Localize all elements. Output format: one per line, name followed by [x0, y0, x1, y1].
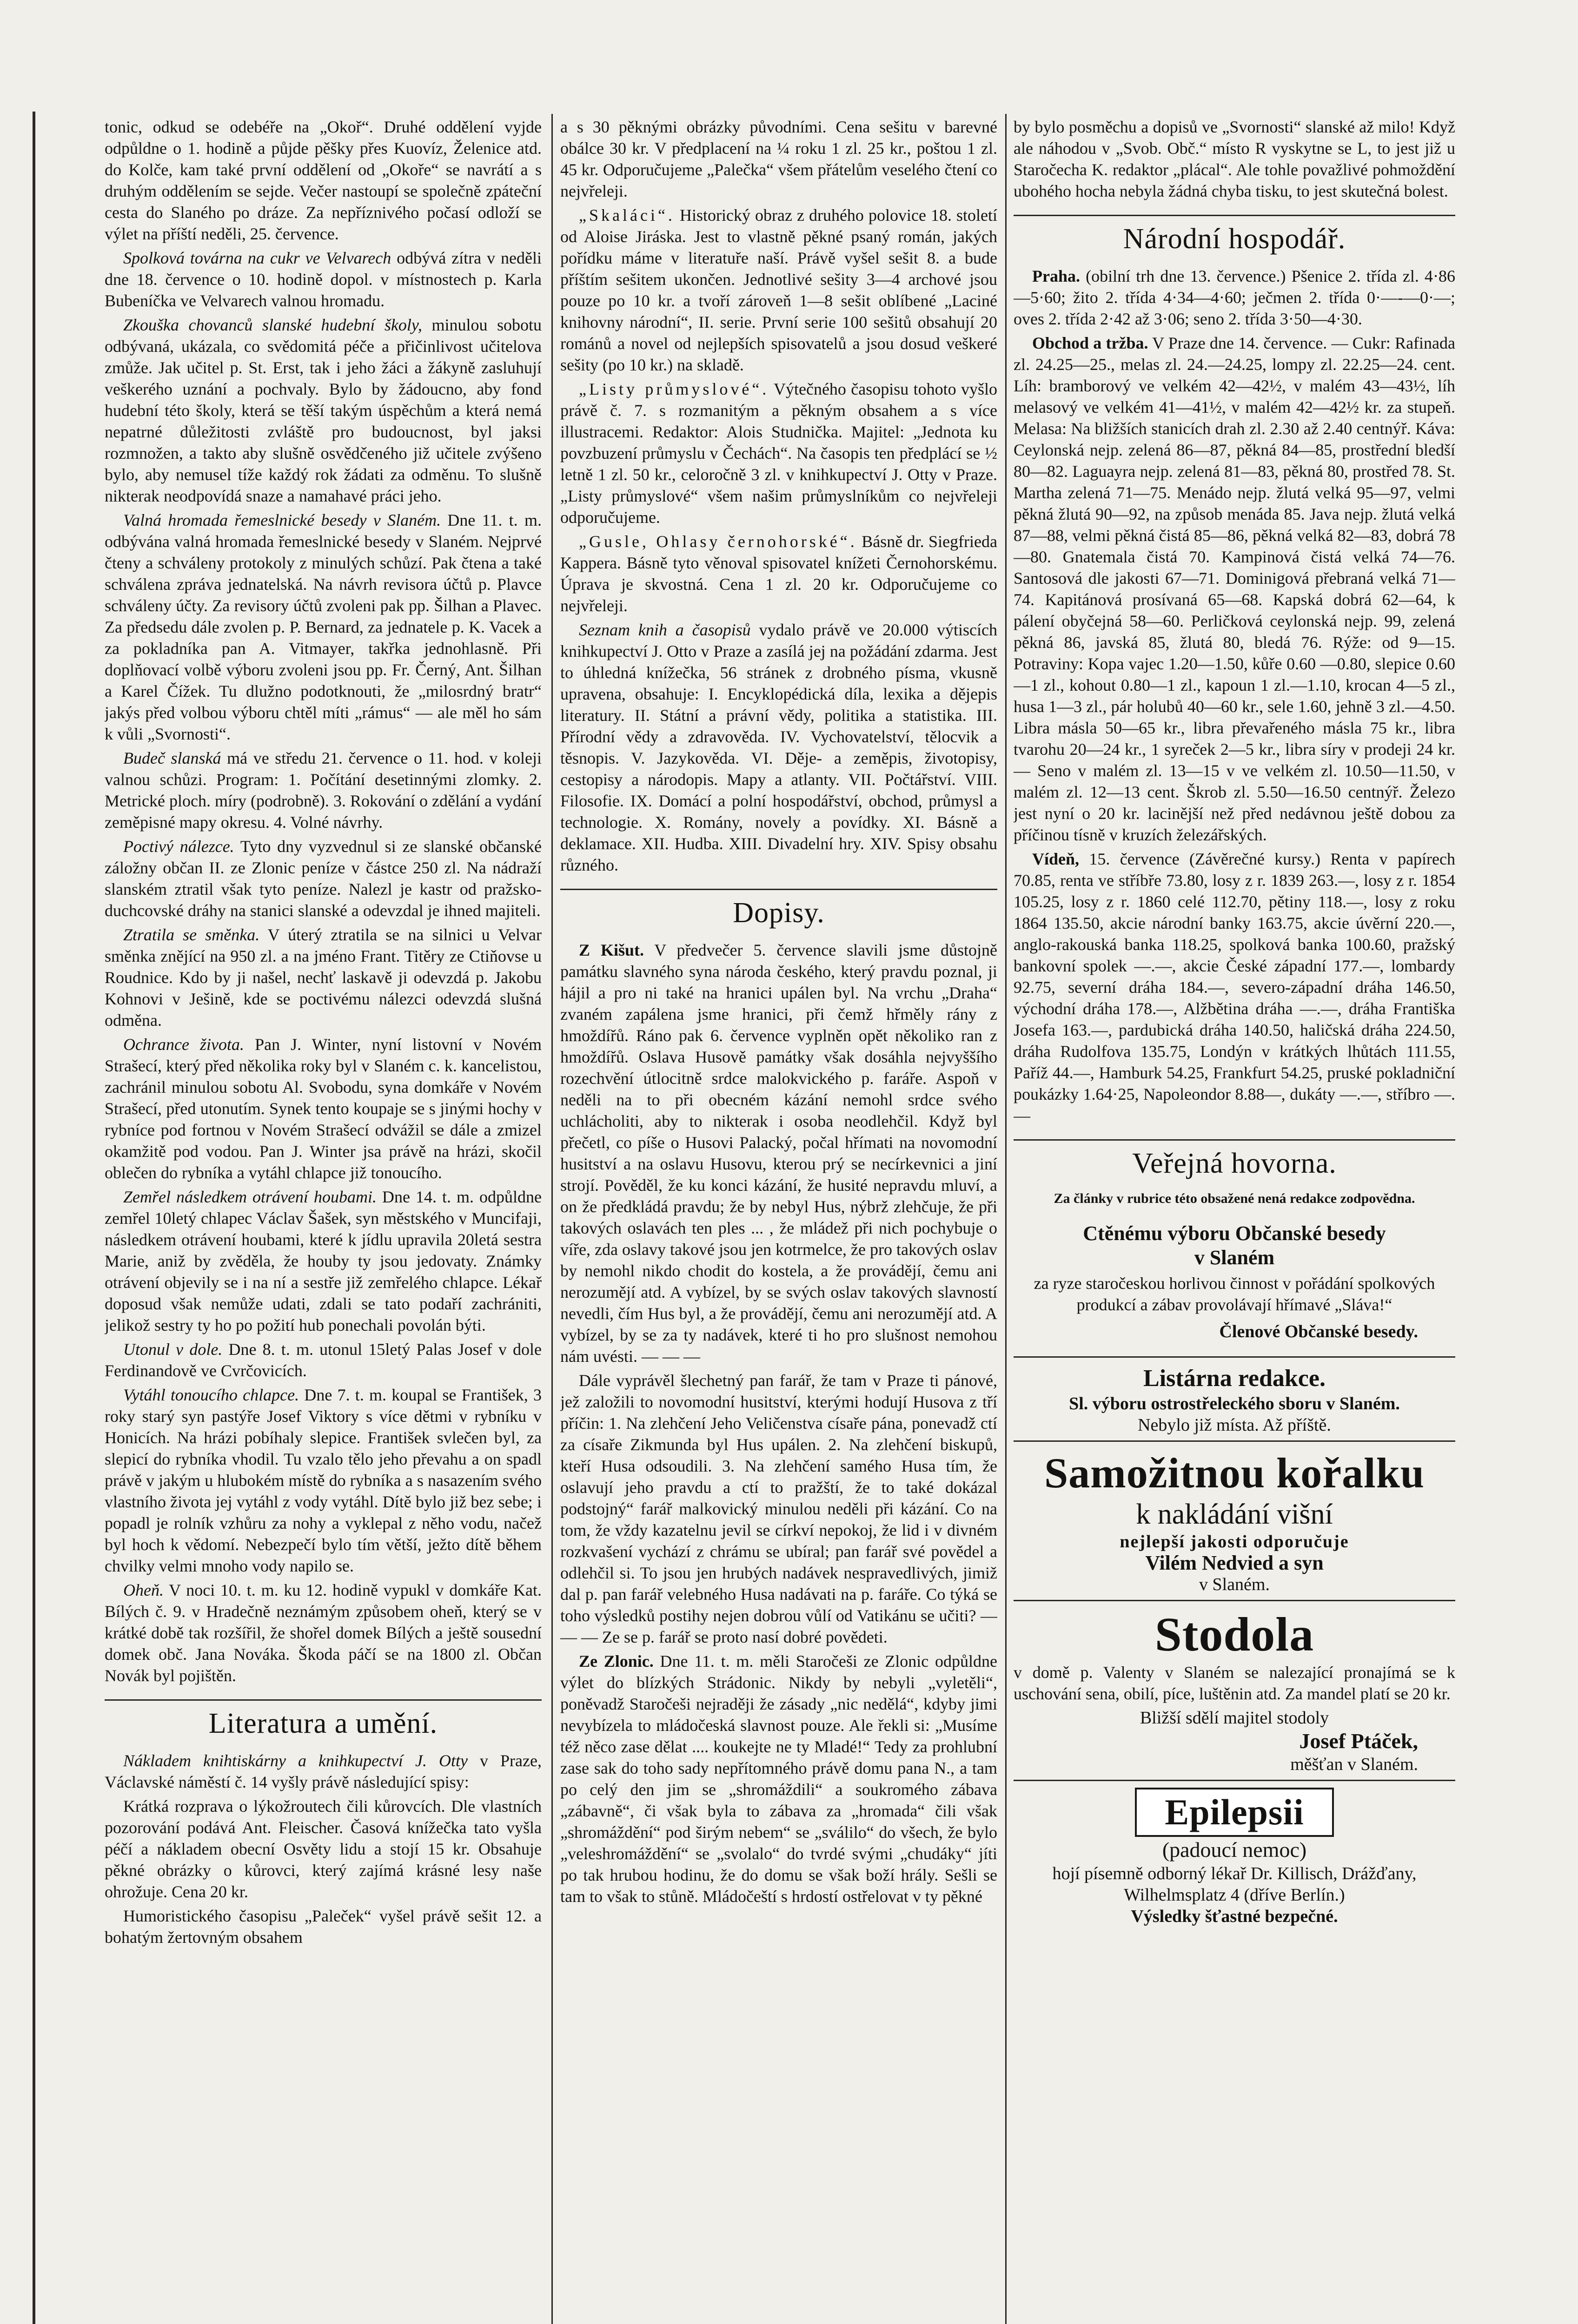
- public-forum-title-1: Ctěnému výboru Občanské besedy: [1083, 1222, 1386, 1245]
- skalaci-text: Historický obraz z druhého polovice 18. století od Aloise Jiráska. Jest to vlastně pěkné psaný román, jakých pořídku máme v literatuře naší. Právě vyšel sešit 8. a bude příštím sešitem ukončen. Jednotlivé sešity 3—4 archové jsou pouze po 10 kr. a tvoří zároveň 1—8 sešit oblíbené „Laciné knihovny národní“, II. serie. První serie 100 sešitů obsahují 20 románů a novel od nejlepších spisovatelů a jsou dosud veškeré sešity (po 10 kr.) na skladě.: [560, 206, 997, 374]
- paragraph-gusle: [560, 531, 997, 616]
- advert-epilepsy-sub: (padoucí nemoc): [1162, 1838, 1307, 1862]
- paragraph-prague-grain: [1014, 265, 1455, 330]
- paragraph-letter-priest: Dále vyprávěl šlechetný pan farář, že tam v Praze ti pánové, jež založili to novomodní husitství, kterými hodují Husova z tří příčin: 1. Na zlehčení Jeho Veličenstva císaře pána, ponevadž ctí za císaře Zikmunda byl Hus upálen. 2. Na zlehčení biskupů, kteří Husa odsoudili. 3. Na zlehčení samého Husa tím, že oslavují jeho pravdu a ctí to pražští, že to také dokázal podstojný“ farář malkovický minulou neděli při kázání. Co na tom, že vždy kazatelnu jevil se církví nepokoj, že lid i v divném rozkvašení vychází z chrámu se ubíral; pan farář své povědel a odlehčil si. To jsou jen hrubých nadávek nespravedlivých, jimiž dal p. pan farář velebného Husa nadávati na p. faráře. Co týká se toho výsledků postihy nejen dobrou vůlí od Vatikánu se učiti? — — — Ze se p. farář se proto nasí dobré povědeti.: [560, 1371, 997, 1646]
- trade-title: Obchod a tržba.: [1032, 334, 1148, 352]
- letters-heading: Dopisy.: [560, 889, 997, 929]
- advert-epilepsy-result: Výsledky šťastné bezpečné.: [1131, 1907, 1338, 1926]
- paragraph-palecek: Humoristického časopisu „Paleček“ vyšel právě sešit 12. a bohatým žertovným obsahem: [105, 1907, 542, 1947]
- paragraph-bark-beetle: Krátká rozprava o lýkožroutech čili kůrovcích. Dle vlastních pozorování podává Ant. Fleischer. Časová knížečka tato vyšla péčí a nákladem obecní Osvěty lidu a stojí 15 kr. Obsahuje pěkné obrázky o kůrovci, který zajímá krásné lesy naše ohrožuje. Cena 20 kr.: [105, 1797, 542, 1901]
- paragraph-trade: [1014, 332, 1455, 845]
- trade-text: V Praze dne 14. července. — Cukr: Rafinada zl. 24.25—25., melas zl. 24.—24.25, lompy zl. 22.25—24. cent. Líh: bramborový ve velkém 42—42½, v malém 43—43½, líh melasový ve velkém 41—41½, v malém 42—42½ kr. za stupeň. Melasa: Na bližších stanicích drah zl. 2.30 až 2.40 centnýř. Káva: Ceylonská nejp. zelená 86—87, pěkná 84—85, prostřední bledší 80—82. Laguayra nejp. zelená 81—83, pěkná 80, prostřed 78. St. Martha zelená 71—75. Menádo nejp. žlutá velká 95—97, velmi pěkná žlutá 90—92, na způsob menáda 85. Java nejp. žlutá velká 87—88, velmi pěkná čistá 85—86, pěkná velká 82—83, dobrá 78—80. Gnatemala čistá 70. Kampinová čistá velká 74—76. Santosová dle jakosti 67—71. Dominigová přebraná velká 71—74. Kapitánová prosívaná 65—68. Kapská dobrá 62—64, k pálení obyčejná 58—60. Perličková ceylonská nejp. 99, zelená pěkná 86, javská 85, žlutá 80, bledá 76. Rýže: od 9—15. Potraviny: Kopa vajec 1.20—1.50, kůře 0.60 —0.80, slepice 0.60—1 zl., kohout 0.80—1 zl., kapoun 1 zl.—1.10, krocan 4—5 zl., husa 1—3 zl., pár holubů 40—60 kr., sele 1.60, jehně 3 zl.—4.50. Libra másla 50—65 kr., libra převařeného másla 75 kr., libra tvarohu 20—24 kr., 1 syreček 2—5 kr., libra síry v prodeji 24 kr. — Seno v malém zl. 13—15 v ve velkém zl. 10.50—11.50, v malém zl. 12—13 cent. Škrob zl. 5.50—16.50 centnýř. Železo jest nyní o 20 kr. lacinější než před nedávnou ještě dobou za příčinou tísně v kruzích železářských.: [1014, 334, 1455, 844]
- advert-liquor-quality: nejlepší jakosti odporučuje: [1120, 1532, 1349, 1552]
- mushroom-poisoning-title: Zemřel následkem otrávení houbami.: [123, 1188, 377, 1206]
- craft-assembly-text: Dne 11. t. m. odbývána valná hromada řemeslnické besedy v Slaném. Nejprvé čteny a schváleny protokoly z minulých schůzí. Pak čtena a také schválena zpráva jednatelská. Na návrh revisora účtů p. Plavce schváleny účty. Za revisory účtů zvoleni pak pp. Šilhan a Plavec. Za předsedu dále zvolen p. P. Bernard, za jednatele p. K. Vacek a za pokladníka pan A. Vitmayer, takřka jednohlasně. Při doplňovací volbě výboru zvoleni jsou pp. Fr. Černý, Ant. Šilhan a Karel Čížek. Tu dlužno podotknouti, že „milosrdný bratr“ jakýs před volbou výboru chtěl míti „rámus“ — ale měl ho sám k vůli „Svornosti“.: [105, 511, 542, 743]
- advert-epilepsy: [1014, 1780, 1455, 1932]
- sugar-factory-title: Spolková továrna na cukr ve Velvarech: [123, 249, 391, 267]
- advert-liquor-city: v Slaném.: [1199, 1575, 1270, 1594]
- vienna-stocks-title: Vídeň,: [1032, 850, 1080, 868]
- paragraph-vienna-stocks: [1014, 848, 1455, 1126]
- advert-epilepsy-headline-box: [1135, 1788, 1333, 1837]
- paragraph-budec: [105, 747, 542, 833]
- public-forum-note: Za články v rubrice této obsažené nená redakce zodpovědna.: [1054, 1191, 1415, 1206]
- public-forum-title-2: v Slaném: [1194, 1246, 1275, 1269]
- paragraph-otto-publisher: [105, 1750, 542, 1793]
- advert-liquor-headline: Samožitnou kořalku: [1044, 1449, 1425, 1497]
- letter-kisut-title: Z Kišut.: [579, 941, 644, 959]
- life-saver-title: Ochrance života.: [123, 1035, 245, 1054]
- public-forum-body: za ryze staročeskou horlivou činnost v pořádání spolkových produkcí a zábav provolávají hřímavé „Sláva!“: [1034, 1274, 1435, 1314]
- music-school-title: Zkouška chovanců slanské hudební školy,: [123, 316, 422, 334]
- fire-title: Oheň.: [123, 1581, 164, 1599]
- lost-bill-text: V úterý ztratila se na silnici u Velvar směnka znějící na 950 zl. a na jméno Frant. Titěry ze Ctiňovse u Roudnice. Kdo by ji našel, nechť laskavě ji odevzdá p. Jakobu Kohnovi v Ješině, kde se poctivému nálezci odevzdá slušná odměna.: [105, 925, 542, 1030]
- paragraph-fire: [105, 1579, 542, 1686]
- paragraph-music-school: [105, 314, 542, 507]
- paragraph-trip-continued: tonic, odkud se odebéře na „Okoř“. Druhé oddělení vyjde odpůldne o 1. hodině a půjde pěšky přes Kuovíz, Želenice atd. do Kolče, kam také první oddělení od „Okoře“ se navrátí a s druhým oddělením se sejde. Večer nastoupí se společně zpáteční cesta do Slaného po dráze. Za nepříznivého počasí odloží se výlet na příští neděli, 25. července.: [105, 118, 542, 243]
- paragraph-rescued-boy: [105, 1384, 542, 1577]
- advert-epilepsy-headline: Epilepsii: [1165, 1792, 1304, 1832]
- page-edge-shadow: [33, 112, 35, 2324]
- budec-title: Budeč slanská: [123, 749, 221, 767]
- editor-mailbox: [1014, 1356, 1455, 1440]
- paragraph-letter-zlonice: [560, 1651, 997, 1907]
- advert-liquor-seller: Vilém Nedvied a syn: [1145, 1552, 1324, 1574]
- rescued-boy-title: Vytáhl tonoucího chlapce.: [123, 1386, 299, 1404]
- column-2: [560, 116, 997, 2324]
- economy-heading: Národní hospodář.: [1014, 215, 1455, 255]
- vienna-stocks-text: 15. července (Závěrečné kursy.) Renta v papírech 70.85, renta ve stříbře 73.80, losy z r. 1839 263.—, losy z r. 1854 105.25, losy z r. 1860 celé 112.70, pětiny 118.—, losy z roku 1864 135.50, akcie národní banky 163.75, akcie úvěrní 220.—, anglo-rakouská banka 118.25, spolková banka 100.60, pražský bankovní spolek —.—, akcie České západní 177.—, lombardy 92.75, severní dráha 184.—, severo-západní dráha 146.50, východní dráha 178.—, Alžbětina dráha —.—, dráha Františka Josefa 163.—, pardubická dráha 140.50, haličská dráha 224.50, dráha Rudolfova 135.75, Londýn v krátkých lhůtách 111.55, Paříž 44.—, Hamburk 54.25, Frankfurt 54.25, pruské pokladniční poukázky 1.64·25, Napoleondor 8.88—, dukáty —.—, stříbro —.—: [1014, 850, 1455, 1125]
- advert-barn-owner: Josef Ptáček,: [1299, 1729, 1418, 1753]
- column-3: [1014, 116, 1455, 2324]
- paragraph-palecek-continued: a s 30 pěknými obrázky původními. Cena sešitu v barevné obálce 30 kr. V předplacení na ¼ roku 1 zl. 25 kr., poštou 1 zl. 45 kr. Odporučujeme „Palečka“ všem přátelům veselého čtení co nejvřeleji.: [560, 118, 997, 200]
- paragraph-craft-assembly: [105, 509, 542, 745]
- letter-zlonice-title: Ze Zlonic.: [579, 1652, 654, 1670]
- drowned-mine-title: Utonul v dole.: [123, 1340, 223, 1359]
- literature-heading: Literatura a umění.: [105, 1699, 542, 1740]
- rescued-boy-text: Dne 7. t. m. koupal se František, 3 roky starý syn pastýře Josef Viktory s více dětmi v rybníku v Honicích. Na hrázi pobíhaly slepice. František svlečen byl, za slepicí do rybníka vhodil. Tu vzalo tělo jeho převahu a on spadl právě v jakým u hlubokém místě do rybníka a s nasazením svého vlastního života jej vytáhl z vody vytáhl. Dítě bylo již bez sebe; i popadl je rolník vzhůru za nohy a vyklepal z něho vodu, načež byl hoch k vědomí. Nebezpečí bylo tím větší, ježto dítě během chvilky velmi mnoho vody napilo se.: [105, 1386, 542, 1575]
- public-forum-signature: Členové Občanské besedy.: [1219, 1322, 1418, 1341]
- letter-zlonice-text: Dne 11. t. m. měli Staročeši ze Zlonic odpůldne výlet do blízkých Strádonic. Nikdy by nebyli „vyletěli“, poněvadž Staročeši nejraději že zásady „nic nedělá“, kdyby jimi nevybízela to mládočeská slavnost pouze. Ale řekli si: „Musíme též něco zase dělat .... koukejte ne ty Mladé!“ Tedy za prohlubní zase sak do toho sady nepřítomného právě domu pana N., a tam po celý den jim se „shromáždili“ a soukromého zábava „zábavně“, či však byla to zábava za „hromada“ čili však „shromáždění“ pod širým nebem“ se „sválilo“ do všech, že bylo „veleshromáždění“ se „svolalo“ do tvrdé svými „chudáky“ jíti po tak hrubou hodinu, že do domu se však boží hrály. Sešli se tam to však to stůně. Mládočeští s hrdostí ostřelovat v ty pěkné: [560, 1652, 997, 1906]
- fire-text: V noci 10. t. m. ku 12. hodině vypukl v domkáře Kat. Bílých č. 9. v Hradečně neznámým způsobem oheň, který se v krátké době tak rozšířil, že shořel domek Bílých a ještě sousední domek obč. Jana Nováka. Škoda páčí se na 1800 zl. Občan Novák byl pojištěn.: [105, 1581, 542, 1685]
- otto-publisher-text: v Praze, Václavské náměstí č. 14 vyšly právě následující spisy:: [105, 1751, 542, 1791]
- prague-grain-text: (obilní trh dne 13. července.) Pšenice 2. třída zl. 4·86—5·60; žito 2. třída 4·34—4·60; ječmen 2. třída 0·—-—0·—; oves 2. třída 2·42 až 3·06; seno 2. třída 3·50—4·30.: [1014, 267, 1455, 328]
- budec-text: má ve středu 21. července o 11. hod. v koleji valnou schůzi. Program: 1. Počítání desetinnými zlomky. 2. Metrické ploch. míry (podrobně). 3. Rokování o zdělání a vydání zeměpisné mapy okresu. 4. Volné návrhy.: [105, 749, 542, 832]
- paragraph-mushroom-poisoning: [105, 1186, 542, 1336]
- paragraph-honest-finder: [105, 836, 542, 921]
- life-saver-text: Pan J. Winter, nyní listovní v Novém Strašecí, který před několika roky byl v Slaném c. k. kancelistou, zachránil minulou sobotu Al. Svobodu, syna domkáře v Novém Strašecí, před utonutím. Synek tento koupaje se s jinými hochy v rybníce pod fortnou v Novém Strašecí odvážil se dále a zmizel okamžitě pod vodou. Pan J. Winter jsa právě na hrázi, skočil oblečen do rybníka a vytáhl chlapce již tonoucího.: [105, 1035, 542, 1182]
- column-rule-1: [551, 114, 553, 2324]
- honest-finder-title: Poctivý nálezce.: [123, 837, 234, 856]
- public-forum-heading: Veřejná hovorna.: [1014, 1139, 1455, 1180]
- advert-barn-body: v domě p. Valenty v Slaném se nalezající pronajímá se k uschování sena, obilí, píce, luštěnin atd. Za mandel platí se 20 kr.: [1014, 1663, 1455, 1703]
- paragraph-letter-continued: by bylo posměchu a dopisů ve „Svornosti“ slanské až milo! Když ale náhodou v „Svob. Obč.“ místo R vyskytne se L, to jest již u Staročecha K. redaktor „plácal“. Ale tohle považlivé pohmoždění ubohého hocha nebyla žádná chyba tisku, to jest skutečná bolest.: [1014, 118, 1455, 200]
- advert-barn-headline: Stodola: [1154, 1608, 1314, 1661]
- editor-mailbox-line-1: Sl. výboru ostrostřeleckého sboru v Slaném.: [1069, 1394, 1400, 1413]
- gusle-text: Básně dr. Siegfrieda Kappera. Básně tyto věnoval spisovatel knížeti Černohorskému. Úprava je skvostná. Cena 1 zl. 20 kr. Odporučujeme co nejvřeleji.: [560, 532, 997, 615]
- editor-mailbox-heading: Listárna redakce.: [1143, 1365, 1326, 1392]
- editor-mailbox-line-2: Nebylo již místa. Až příště.: [1138, 1415, 1331, 1435]
- sugar-factory-text: odbývá zítra v neděli dne 18. července o 10. hodině dopol. v místnostech p. Karla Bubeníčka ve Velvarech valnou hromadu.: [105, 249, 542, 310]
- music-school-text: minulou sobotu odbývaná, ukázala, co svědomitá péče a přičinlivost učitelova zmůže. Jak učitel p. St. Erst, tak i jeho žáci a žákyně zasluhují veškerého uznání a pochvaly. Bylo by žádoucno, aby fond hudební této školy, která se těší takým úspěchům a která nemá nepatrné důležitosti zvláště pro budoucnost, byl jaksi rozmnožen, a takto aby slušně osvědčeného již učitele zvýšeno bylo, aby nemusel tíže každý rok žádati za odměnu. To slušně nikterak neodpovídá snaze a namahavé práci jeho.: [105, 316, 542, 505]
- advert-barn-owner-role: měšťan v Slaném.: [1290, 1755, 1418, 1774]
- gusle-title: „Gusle, Ohlasy černohorské“.: [579, 532, 857, 551]
- advert-liquor: [1014, 1440, 1455, 1600]
- paragraph-life-saver: [105, 1034, 542, 1183]
- otto-publisher-title: Nákladem knihtiskárny a knihkupectví J. Otty: [123, 1751, 468, 1770]
- listy-prumyslove-text: Výtečného časopisu tohoto vyšlo právě č. 7. s rozmanitým a pěkným obsahem a s více illustracemi. Redaktor: Alois Studnička. Majitel: „Jednota ku povzbuzení průmyslu v Čechách“. Na časopis ten předplácí se ½ letně 1 zl. 50 kr., celoročně 3 zl. v knihkupectví J. Otty v Praze. „Listy průmyslové“ všem našim průmyslníkům co nejvřeleji odporučujeme.: [560, 380, 997, 527]
- advert-barn-more: Bližší sdělí majitel stodoly: [1140, 1708, 1329, 1728]
- listy-prumyslove-title: „Listy průmyslové“.: [579, 380, 769, 398]
- column-rule-2: [1005, 114, 1007, 2324]
- column-1: [105, 116, 542, 2324]
- letter-kisut-text: V předvečer 5. července slavili jsme důstojně památku slavného syna národa českého, který pravdu poznal, ji hájil a pro ni také na hranici upálen byl. Na vrchu „Draha“ zvaném zapálena jsme hranici, při čemž hřměly rány z hmoždířů. Ráno pak 6. července vyplněn opět několiko ran z hmoždířů. Oslava Husově památky však dosáhla nejvyššího rozechvění útlocitně srdce malokvického p. faráře. Aspoň v neděli na to při obecném kázání nemohl srdce svého uchlácholiti, aby to nikterak i osoba neodlehčil. Když byl přečetl, co píše o Husovi Palacký, počal hřímati na novomodní husitství a na oslavu Husovu, kterou prý se necírkevnici a jiní strojí. Pověděl, že ku konci kázání, že husité nepravdu mluví, a on že předkládá pravdu; že by nebyl Hus, nýbrž zlehčuje, že při takových oslavách ten ples ... , že mládež při nich pochybuje o víře, zda oslavy takové jsou jen kotrmelce, že pro takových oslav by nemohl nikdo chodit do kostela, a že provádějí, čemu ani nerozumějí atd. A vybízel, by se svých oslav takových slavností nevedli, čím Hus byl, a že provádějí, čemu ani nerozumějí atd. A vybízel, by se za ty nadávek, které ti ho pro slušnost nemohou nám uvésti. — — —: [560, 941, 997, 1366]
- skalaci-title: „Skaláci“.: [579, 206, 675, 224]
- drowned-mine-text: Dne 8. t. m. utonul 15letý Palas Josef v dole Ferdinandově ve Cvrčovicích.: [105, 1340, 542, 1380]
- paragraph-drowned-mine: [105, 1339, 542, 1381]
- prague-grain-title: Praha.: [1032, 267, 1080, 285]
- paragraph-book-catalog: [560, 619, 997, 876]
- advert-epilepsy-body: hojí písemně odborný lékař Dr. Killisch, Drážďany, Wilhelmsplatz 4 (dříve Berlín.): [1052, 1864, 1417, 1905]
- book-catalog-text: vydalo právě ve 20.000 výtiscích knihkupectví J. Otto v Praze a zasílá jej na požádání zdarma. Jest to úhledná knížečka, 56 stránek z drobného písma, vkusně upravena, obsahuje: I. Encyklopédická díla, lexika a dějepis literatury. II. Státní a právní vědy, politika a statistika. III. Přírodní vědy a zdravověda. IV. Vychovatelství, tělocvik a těsnopis. V. Jazykověda. VI. Děje- a zeměpis, životopisy, cestopisy a národopis. Mapy a atlanty. VII. Počtářství. VIII. Filosofie. IX. Domácí a polní hospodářství, obchod, průmysl a technologie. X. Romány, novely a povídky. XI. Básně a deklamace. XII. Hudba. XIII. Divadelní hry. XIV. Spisy obsahu různého.: [560, 621, 997, 874]
- book-catalog-title: Seznam knih a časopisů: [579, 621, 751, 639]
- honest-finder-text: Tyto dny vyzvednul si ze slanské občanské záložny občan II. ze Zlonic peníze v částce 250 zl. Na nádraží slanském ztratil však tyto peníze. Nalezl je kastr od pražsko-duchcovské dráhy na stanici slanské a odevzdal je ihned majiteli.: [105, 837, 542, 920]
- craft-assembly-title: Valná hromada řemeslnické besedy v Slaném.: [123, 511, 441, 529]
- lost-bill-title: Ztratila se směnka.: [123, 925, 260, 944]
- paragraph-sugar-factory: [105, 247, 542, 311]
- paragraph-skalaci: [560, 205, 997, 376]
- advert-liquor-sub: k nakládání višní: [1136, 1499, 1333, 1530]
- paragraph-letter-kisut: [560, 939, 997, 1367]
- advert-barn: [1014, 1600, 1455, 1780]
- paragraph-listy-prumyslove: [560, 378, 997, 528]
- paragraph-lost-bill: [105, 924, 542, 1031]
- mushroom-poisoning-text: Dne 14. t. m. odpůldne zemřel 10letý chlapec Václav Šašek, syn městského v Muncifaji, následkem otrávení houbami, které k jídlu upravila 20letá sestra Marie, aniž by zvěděla, že houby ty jsou jedovaty. Známky otrávení objevily se i na ní a sestře již zemřelého chlapce. Lékař doposud však nemůže udati, zdali se tato podaří zachrániti, jelikož sestry ty ho po požití hub ponechali povolán býti.: [105, 1188, 542, 1334]
